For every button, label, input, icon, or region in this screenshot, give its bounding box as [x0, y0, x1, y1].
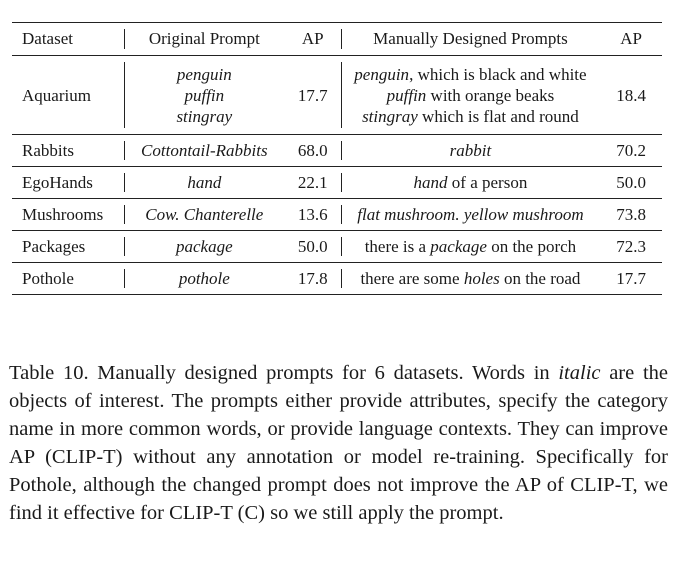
manual-context: of a person — [447, 172, 528, 192]
cell-original-prompt — [124, 231, 285, 263]
cell-ap-manual: 17.7 — [600, 263, 662, 295]
caption-italic-word: italic — [558, 361, 601, 384]
cell-dataset: Pothole — [12, 263, 124, 295]
manual-object: holes — [463, 268, 500, 288]
manual-context: on the road — [499, 268, 581, 288]
manual-context: , which is black and white — [409, 64, 587, 84]
original-object: pothole — [178, 268, 230, 288]
manual-context: on the porch — [486, 236, 577, 256]
cell-manual-prompt — [341, 231, 601, 263]
cell-dataset: Aquarium — [12, 56, 124, 135]
manual-object: flat mushroom. yellow mushroom — [357, 204, 584, 224]
manual-context: there are some — [360, 268, 464, 288]
cell-ap-manual: 70.2 — [600, 135, 662, 167]
cell-dataset: EgoHands — [12, 167, 124, 199]
table-row — [12, 199, 662, 231]
prompts-table — [12, 22, 662, 295]
caption-text: Table 10. Manually designed prompts for 6 datasets. Words in — [9, 361, 559, 384]
manual-context: which is flat and round — [417, 106, 579, 126]
manual-object: rabbit — [449, 140, 492, 160]
cell-manual-prompt — [341, 56, 601, 135]
caption-text: are the objects of interest. The prompts either provide attributes, specify the category name in more common words, or provide language contexts. They can improve AP (CLIP-T) without any annotation or model re-training. Specifically for Pothole, although the changed prompt does not improve the AP of CLIP-T, we find it effective for CLIP-T (C) so we still apply the prompt. — [9, 361, 668, 524]
table-caption — [9, 359, 668, 527]
cell-manual-prompt — [341, 167, 601, 199]
cell-dataset: Mushrooms — [12, 199, 124, 231]
manual-object: penguin — [354, 64, 410, 84]
original-object: penguin — [176, 64, 232, 84]
manual-object: stingray — [362, 106, 418, 126]
table-row — [12, 56, 662, 135]
cell-ap-original: 17.7 — [285, 56, 341, 135]
cell-original-prompt — [124, 56, 285, 135]
cell-ap-original: 50.0 — [285, 231, 341, 263]
original-object: package — [175, 236, 233, 256]
manual-context: with orange beaks — [426, 85, 555, 105]
cell-ap-manual: 72.3 — [600, 231, 662, 263]
manual-prompt-line — [347, 64, 595, 85]
manual-context: there is a — [364, 236, 431, 256]
header-original-prompt: Original Prompt — [124, 23, 285, 56]
table-header-row — [12, 23, 662, 56]
manual-object: puffin — [386, 85, 427, 105]
header-ap-manual: AP — [600, 23, 662, 56]
original-object: hand — [187, 172, 222, 192]
cell-dataset: Rabbits — [12, 135, 124, 167]
table-row — [12, 135, 662, 167]
header-dataset: Dataset — [12, 23, 124, 56]
cell-ap-original: 17.8 — [285, 263, 341, 295]
original-object: stingray — [176, 106, 233, 126]
cell-original-prompt — [124, 135, 285, 167]
cell-ap-original: 22.1 — [285, 167, 341, 199]
manual-prompt-line — [347, 85, 595, 106]
header-manual-prompts: Manually Designed Prompts — [341, 23, 601, 56]
cell-manual-prompt — [341, 199, 601, 231]
cell-ap-original: 13.6 — [285, 199, 341, 231]
cell-manual-prompt — [341, 135, 601, 167]
cell-original-prompt — [124, 167, 285, 199]
cell-original-prompt — [124, 263, 285, 295]
header-ap-original: AP — [285, 23, 341, 56]
cell-dataset: Packages — [12, 231, 124, 263]
cell-ap-manual: 50.0 — [600, 167, 662, 199]
manual-prompt-line — [347, 106, 595, 127]
cell-ap-manual: 73.8 — [600, 199, 662, 231]
original-object: Cow. Chanterelle — [145, 204, 264, 224]
table-row — [12, 231, 662, 263]
table-row — [12, 263, 662, 295]
prompts-table-container — [12, 22, 662, 295]
original-object: Cottontail-Rabbits — [141, 140, 268, 160]
manual-object: hand — [413, 172, 448, 192]
cell-ap-manual: 18.4 — [600, 56, 662, 135]
cell-manual-prompt — [341, 263, 601, 295]
cell-original-prompt — [124, 199, 285, 231]
cell-ap-original: 68.0 — [285, 135, 341, 167]
table-row — [12, 167, 662, 199]
manual-object: package — [430, 236, 487, 256]
original-object: puffin — [184, 85, 225, 105]
